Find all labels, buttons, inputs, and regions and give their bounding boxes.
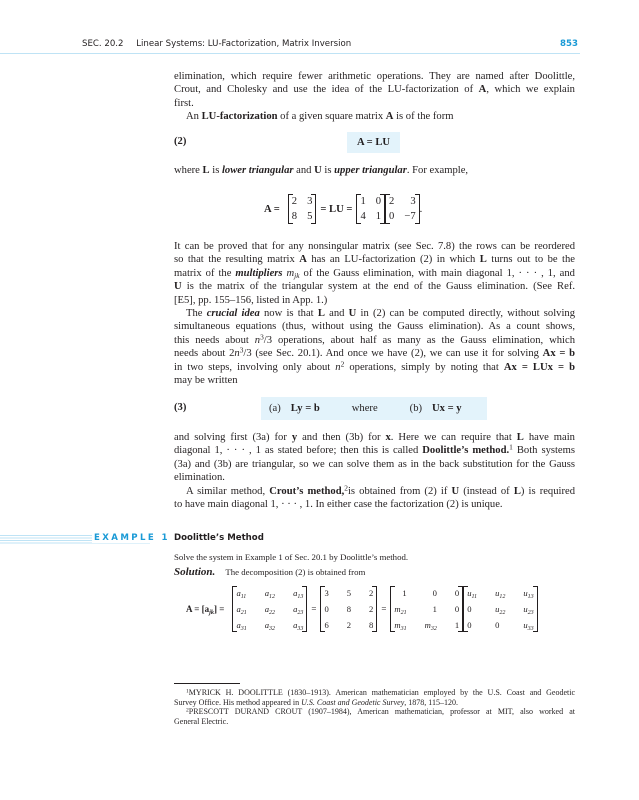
text-line: [174, 164, 575, 177]
text-run: of the Gauss elimination, with main diagonal 1, · · · , 1, and: [299, 267, 575, 279]
matrix-entry: 2: [369, 604, 374, 614]
matrix-entry: 0: [389, 211, 395, 222]
section-title: Linear Systems: LU-Factorization, Matrix Inversion: [136, 39, 352, 49]
text-run: and: [324, 307, 349, 319]
matrix-entry: 0: [495, 620, 500, 630]
text-line: [174, 698, 575, 708]
text-run: A: [478, 84, 487, 96]
matrix-entry: $u_{12}$: [495, 588, 506, 600]
equation-3-box: [261, 397, 487, 420]
text-run: lower triangular: [221, 165, 294, 176]
matrix-entry: $u_{33}$: [523, 620, 534, 632]
text-run: Ax = b: [542, 348, 575, 360]
matrix-entry: $a_{31}$: [236, 620, 247, 632]
eq3b-formula: Ux = y: [432, 403, 462, 414]
text-run: matrix of the: [174, 267, 236, 279]
matrix-entry: 0: [454, 588, 460, 598]
matrix-entry: $u_{23}$: [523, 604, 534, 616]
text-line: [174, 97, 575, 110]
header-rule: [0, 53, 580, 54]
matrix-a: [288, 194, 317, 224]
text-run: 3: [260, 332, 264, 342]
matrix-entry: 0: [467, 604, 472, 614]
text-run: 2: [344, 483, 348, 493]
text-run: MYRICK H. DOOLITTLE (1830–1913). American mathematician employed by the U.S. Coast and Geodetic: [188, 688, 575, 697]
text-run: may be written: [174, 374, 238, 386]
running-header: [82, 39, 351, 49]
text-line: [174, 374, 575, 387]
matrix-entry: 0: [467, 620, 472, 630]
text-run: this needs about: [174, 334, 255, 346]
text-run: PRESCOTT DURAND CROUT (1907–1984), American mathematician, professor at MIT, also worked at: [188, 707, 575, 717]
text-run: is: [209, 165, 222, 176]
text-run: L: [513, 485, 521, 497]
text-run: 1: [509, 443, 513, 453]
text-run: U: [174, 281, 182, 293]
matrix-entry: $a_{23}$: [293, 604, 304, 616]
text-run: U: [348, 307, 357, 319]
matrix-entry: 3: [307, 196, 313, 207]
solution-text: The decomposition (2) is obtained from: [225, 567, 366, 577]
matrix-entry: 1: [454, 620, 460, 630]
text-run: of a given square matrix: [277, 111, 386, 123]
text-run: diagonal 1, · · · , 1 as stated before; then this is called: [174, 445, 423, 457]
matrix-entry: 3: [410, 196, 416, 207]
text-run: An: [186, 111, 202, 123]
equation-3-label: (3): [174, 402, 187, 413]
text-line: [174, 347, 575, 360]
matrix-l: [390, 586, 463, 632]
text-line: [174, 485, 575, 498]
text-run: and: [293, 165, 315, 176]
text-run: operations, simply by noting that: [344, 361, 504, 373]
text-run: to have main diagonal 1, · · · , 1. In either case the factorization (2) is unique.: [174, 498, 503, 510]
matrix-u: [463, 586, 538, 632]
matrix-entry: −7: [404, 211, 416, 222]
lhs-a: $A = [a_{jk}]$ =: [186, 604, 225, 616]
text-run: General Electric.: [174, 717, 229, 727]
text-run: L: [317, 307, 325, 319]
text-run: , 1878, 115–120.: [404, 697, 458, 707]
matrix-entry: 0: [454, 604, 460, 614]
text-run: have main: [523, 432, 575, 443]
matrix-entry: 5: [307, 211, 313, 222]
intro-paragraph: [174, 70, 575, 124]
text-run: L: [516, 432, 524, 443]
matrix-entry: 2: [291, 196, 298, 207]
text-run: simultaneous equations (thus, without using the Gauss elimination). As a count shows,: [174, 321, 575, 333]
text-run: A similar method,: [186, 485, 270, 497]
matrix-entry: $a_{12}$: [264, 588, 276, 600]
text-run: U.S. Coast and Geodetic Survey: [301, 697, 405, 707]
text-run: multipliers: [235, 267, 283, 279]
matrix-entry: $a_{21}$: [236, 604, 247, 616]
text-run: needs about 2: [174, 348, 235, 360]
page-number: 853: [560, 39, 578, 49]
example-title: Doolittle’s Method: [174, 533, 264, 543]
text-run: A: [299, 254, 307, 266]
text-line: [174, 320, 575, 333]
text-run: is obtained from (2) if: [347, 485, 452, 497]
text-run: upper triangular: [334, 165, 407, 176]
text-line: [174, 707, 575, 717]
matrix-entry: $a_{11}$: [236, 588, 247, 600]
doolittle-paragraph: [174, 431, 575, 511]
matrix-entry: $a_{22}$: [264, 604, 276, 616]
text-run: Ax = LUx = b: [503, 361, 575, 373]
equation-2-label: (2): [174, 136, 187, 147]
text-run: so that the resulting matrix: [174, 254, 300, 266]
text-line: [174, 110, 575, 123]
text-line: [174, 70, 575, 83]
matrix-entry: 8: [346, 604, 352, 614]
lu-example-equation: [264, 194, 422, 224]
text-line: [174, 458, 575, 471]
example-statement: Solve the system in Example 1 of Sec. 20.1 by Doolittle’s method.: [174, 552, 409, 562]
matrix-entry: 0: [432, 588, 437, 598]
text-run: Doolittle’s method.: [422, 445, 510, 457]
text-run: /3 operations, about half as many as the Gauss elimination, which: [263, 334, 575, 346]
text-run: The: [186, 307, 207, 319]
text-run: U: [451, 485, 460, 497]
matrix-a-numeric: [320, 586, 377, 632]
matrix-entry: 1: [360, 196, 366, 207]
matrix-entry: $u_{11}$: [467, 588, 478, 600]
text-line: [174, 83, 575, 96]
matrix-entry: 1: [432, 604, 437, 614]
matrix-entry: 1: [402, 588, 407, 598]
text-line: [174, 688, 575, 698]
text-run: now is that: [259, 307, 318, 319]
text-run: n: [254, 334, 261, 346]
text-run: 2: [186, 707, 189, 714]
matrix-entry: 2: [346, 620, 352, 630]
text-line: [174, 240, 575, 253]
matrix-entry: 3: [324, 588, 329, 598]
text-line: [174, 361, 575, 374]
text-run: and then (3b) for: [297, 432, 386, 443]
matrix-entry: 8: [291, 211, 298, 222]
text-line: [174, 280, 575, 293]
equals-lu: = LU =: [320, 203, 353, 215]
text-line: [174, 431, 575, 444]
lhs-label: A =: [264, 203, 280, 215]
equation-2-box: [347, 132, 400, 153]
text-run: LU-factorization: [201, 111, 278, 123]
text-run: 3: [239, 345, 244, 355]
matrix-entry: $m_{21}$: [394, 604, 407, 616]
matrix-entry: $m_{31}$: [394, 620, 407, 632]
period: .: [419, 203, 423, 215]
equation-2-formula: A = LU: [356, 137, 391, 148]
text-run: jk: [294, 271, 300, 280]
text-run: y: [291, 432, 298, 443]
text-run: elimination.: [174, 472, 225, 484]
text-run: Survey Office. His method appeared in: [174, 697, 302, 707]
text-line: [174, 471, 575, 484]
text-run: 1: [186, 688, 189, 695]
matrix-u: [385, 194, 420, 224]
text-run: U: [314, 165, 322, 176]
where-line: [174, 164, 575, 177]
matrix-entry: $u_{13}$: [523, 588, 534, 600]
matrix-entry: 0: [324, 604, 329, 614]
text-run: n: [234, 348, 240, 360]
solution-label: Solution.: [174, 566, 216, 578]
text-run: 2: [340, 359, 345, 369]
text-line: [174, 307, 575, 320]
text-run: L: [202, 165, 210, 176]
footnote-rule: [174, 683, 240, 684]
matrix-l: [356, 194, 385, 224]
eq3b-label: (b): [409, 403, 423, 414]
text-run: is: [321, 165, 335, 176]
text-run: crucial idea: [206, 307, 260, 319]
matrix-entry: $a_{32}$: [264, 620, 276, 632]
text-run: has an LU-factorization (2) in which: [306, 254, 480, 266]
matrix-a-symbolic: [232, 586, 307, 632]
text-run: . Here we can require that: [390, 432, 517, 443]
eq3a-label: (a): [269, 403, 281, 414]
matrix-entry: 2: [389, 196, 395, 207]
matrix-entry: 6: [324, 620, 329, 630]
text-line: [174, 253, 575, 266]
text-line: [174, 498, 575, 511]
text-run: (instead of: [459, 485, 514, 497]
text-run: is of the form: [393, 111, 454, 123]
text-line: [174, 294, 575, 307]
text-run: [E5], pp. 155–156, listed in App. 1.): [174, 294, 328, 306]
matrix-entry: 8: [369, 620, 374, 630]
text-run: m: [286, 267, 295, 279]
text-run: where: [174, 165, 203, 176]
example-label: EXAMPLE 1: [94, 533, 170, 543]
text-run: elimination, which require fewer arithmetic operations. They are named after Doolittle,: [174, 71, 575, 82]
lu-explanation-paragraph: [174, 240, 575, 387]
equals: =: [311, 604, 317, 614]
text-line: [174, 444, 575, 457]
matrix-entry: $a_{13}$: [293, 588, 304, 600]
text-run: Both systems: [512, 445, 575, 457]
text-run: A: [385, 111, 394, 123]
footnotes: [174, 688, 575, 727]
text-run: Crout’s method,: [269, 485, 345, 497]
equals: =: [381, 604, 387, 614]
eq3a-formula: Ly = b: [290, 403, 320, 414]
text-run: in two steps, involving only about: [174, 361, 336, 373]
text-run: . For example,: [406, 165, 469, 176]
text-line: [174, 267, 575, 280]
matrix-entry: $m_{32}$: [424, 620, 437, 632]
matrix-entry: 0: [375, 196, 382, 207]
matrix-entry: $a_{33}$: [293, 620, 304, 632]
text-run: is the matrix of the triangular system at the end of the Gauss elimination. (See Ref.: [181, 281, 575, 293]
eq3-where: where: [351, 403, 378, 414]
matrix-entry: 5: [346, 588, 352, 598]
text-run: (3a) and (3b) are triangular, so we can solve them as in the back substitution for the Gauss: [174, 458, 575, 470]
text-run: /3 (see Sec. 20.1). And once we have (2), we can use it for solving: [243, 348, 543, 360]
text-run: n: [335, 361, 341, 373]
text-line: [174, 717, 575, 727]
matrix-entry: 4: [360, 211, 366, 222]
text-run: x: [385, 432, 391, 443]
matrix-entry: 1: [375, 211, 382, 222]
text-run: Crout, and Cholesky and use the idea of the LU-factorization of: [174, 84, 479, 96]
matrix-entry: $u_{22}$: [495, 604, 506, 616]
text-run: in (2) can be computed directly, without solving: [356, 307, 576, 319]
doolittle-decomposition: [186, 586, 538, 632]
text-run: first.: [174, 97, 194, 109]
text-run: ) is required: [520, 485, 575, 497]
section-number: SEC. 20.2: [82, 39, 124, 49]
text-run: , which we explain: [486, 84, 575, 96]
text-line: [174, 334, 575, 347]
solution-line: [174, 566, 365, 578]
text-run: and solving first (3a) for: [174, 432, 292, 443]
matrix-entry: 2: [369, 588, 374, 598]
text-run: turns out to be the: [486, 254, 575, 266]
text-run: L: [479, 254, 487, 266]
text-run: It can be proved that for any nonsingular matrix (see Sec. 7.8) the rows can be reordered: [174, 241, 575, 252]
